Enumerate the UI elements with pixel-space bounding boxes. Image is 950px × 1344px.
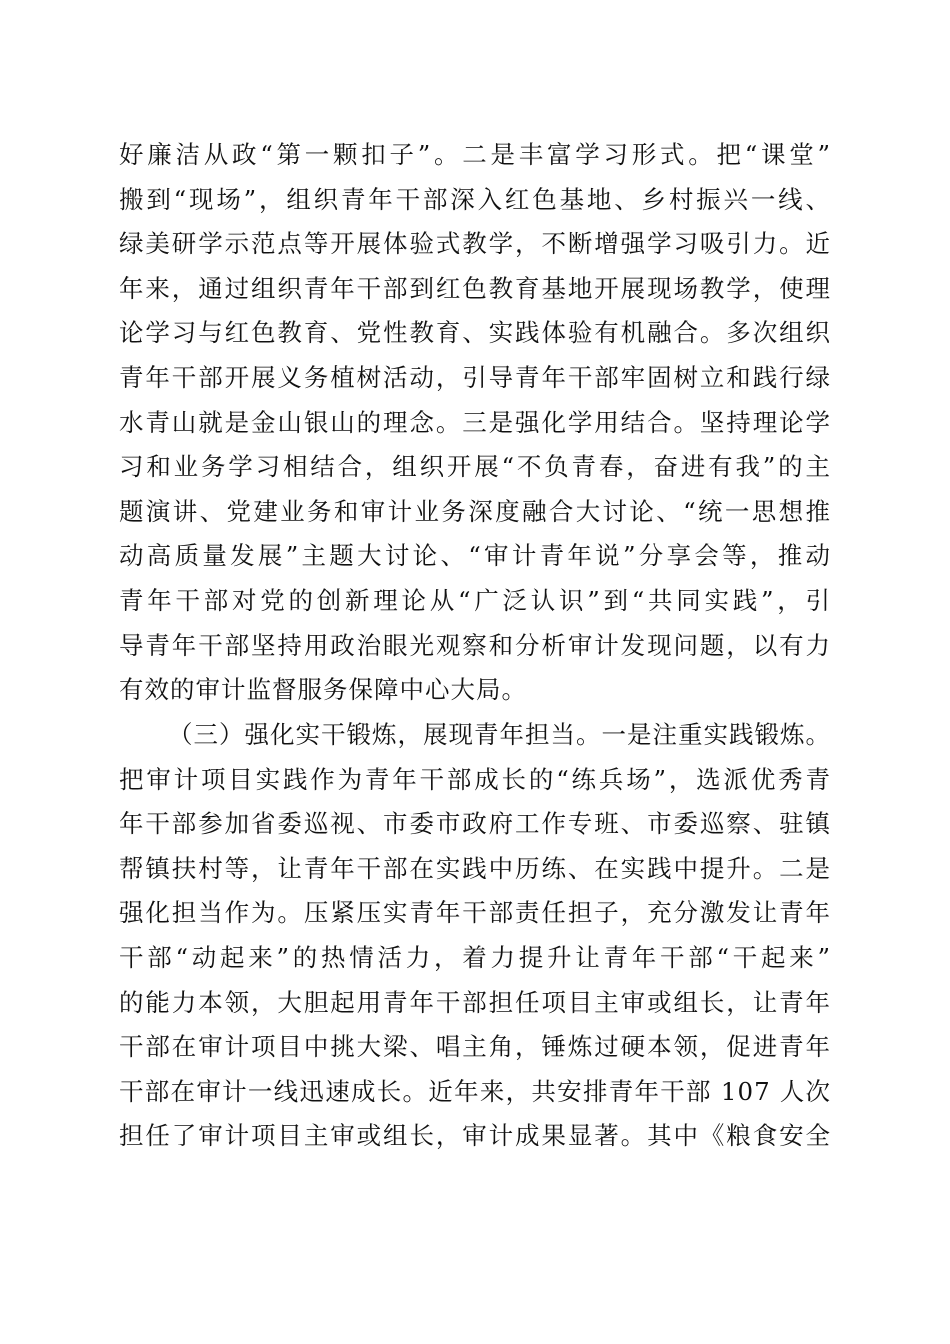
paragraph-1-line: 青年干部对党的创新理论从“广泛认识”到“共同实践”，引 — [119, 585, 831, 615]
paragraph-1-line: 绿美研学示范点等开展体验式教学，不断增强学习吸引力。近 — [119, 229, 831, 259]
paragraph-2-line: 把审计项目实践作为青年干部成长的“练兵场”，选派优秀青 — [119, 764, 831, 794]
paragraph-1-line: 论学习与红色教育、党性教育、实践体验有机融合。多次组织 — [119, 318, 831, 348]
paragraph-2 — [119, 713, 831, 1159]
paragraph-1-line: 习和业务学习相结合，组织开展“不负青春，奋进有我”的主 — [119, 452, 831, 482]
paragraph-2-line: 担任了审计项目主审或组长，审计成果显著。其中《粮食安全 — [119, 1121, 831, 1151]
paragraph-1-line: 水青山就是金山银山的理念。三是强化学用结合。坚持理论学 — [119, 407, 831, 437]
paragraph-2-line: 帮镇扶村等，让青年干部在实践中历练、在实践中提升。二是 — [119, 853, 831, 883]
paragraph-1-line: 导青年干部坚持用政治眼光观察和分析审计发现问题，以有力 — [119, 630, 831, 660]
paragraph-1-line: 青年干部开展义务植树活动，引导青年干部牢固树立和践行绿 — [119, 362, 831, 392]
section-heading-line: （三）强化实干锻炼，展现青年担当。一是注重实践锻炼。 — [168, 720, 831, 749]
paragraph-2-line: 干部在审计项目中挑大梁、唱主角，锤炼过硬本领，促进青年 — [119, 1032, 831, 1062]
paragraph-2-line: 干部在审计一线迅速成长。近年来，共安排青年干部 107 人次 — [119, 1076, 831, 1106]
paragraph-2-line: 强化担当作为。压紧压实青年干部责任担子，充分激发让青年 — [119, 898, 831, 928]
paragraph-2-line: 的能力本领，大胆起用青年干部担任项目主审或组长，让青年 — [119, 987, 831, 1017]
paragraph-1-line: 动高质量发展”主题大讨论、“审计青年说”分享会等，推动 — [119, 541, 831, 571]
paragraph-1-line: 年来，通过组织青年干部到红色教育基地开展现场教学，使理 — [119, 273, 831, 303]
paragraph-1-line: 好廉洁从政“第一颗扣子”。二是丰富学习形式。把“课堂” — [119, 140, 831, 169]
paragraph-1 — [119, 133, 831, 713]
paragraph-1-line: 有效的审计监督服务保障中心大局。 — [119, 675, 527, 705]
paragraph-2-line: 年干部参加省委巡视、市委市政府工作专班、市委巡察、驻镇 — [119, 809, 831, 839]
paragraph-1-line: 题演讲、党建业务和审计业务深度融合大讨论、“统一思想推 — [119, 496, 831, 526]
paragraph-2-line: 干部“动起来”的热情活力，着力提升让青年干部“干起来” — [119, 942, 831, 972]
paragraph-1-line: 搬到“现场”，组织青年干部深入红色基地、乡村振兴一线、 — [119, 184, 831, 214]
